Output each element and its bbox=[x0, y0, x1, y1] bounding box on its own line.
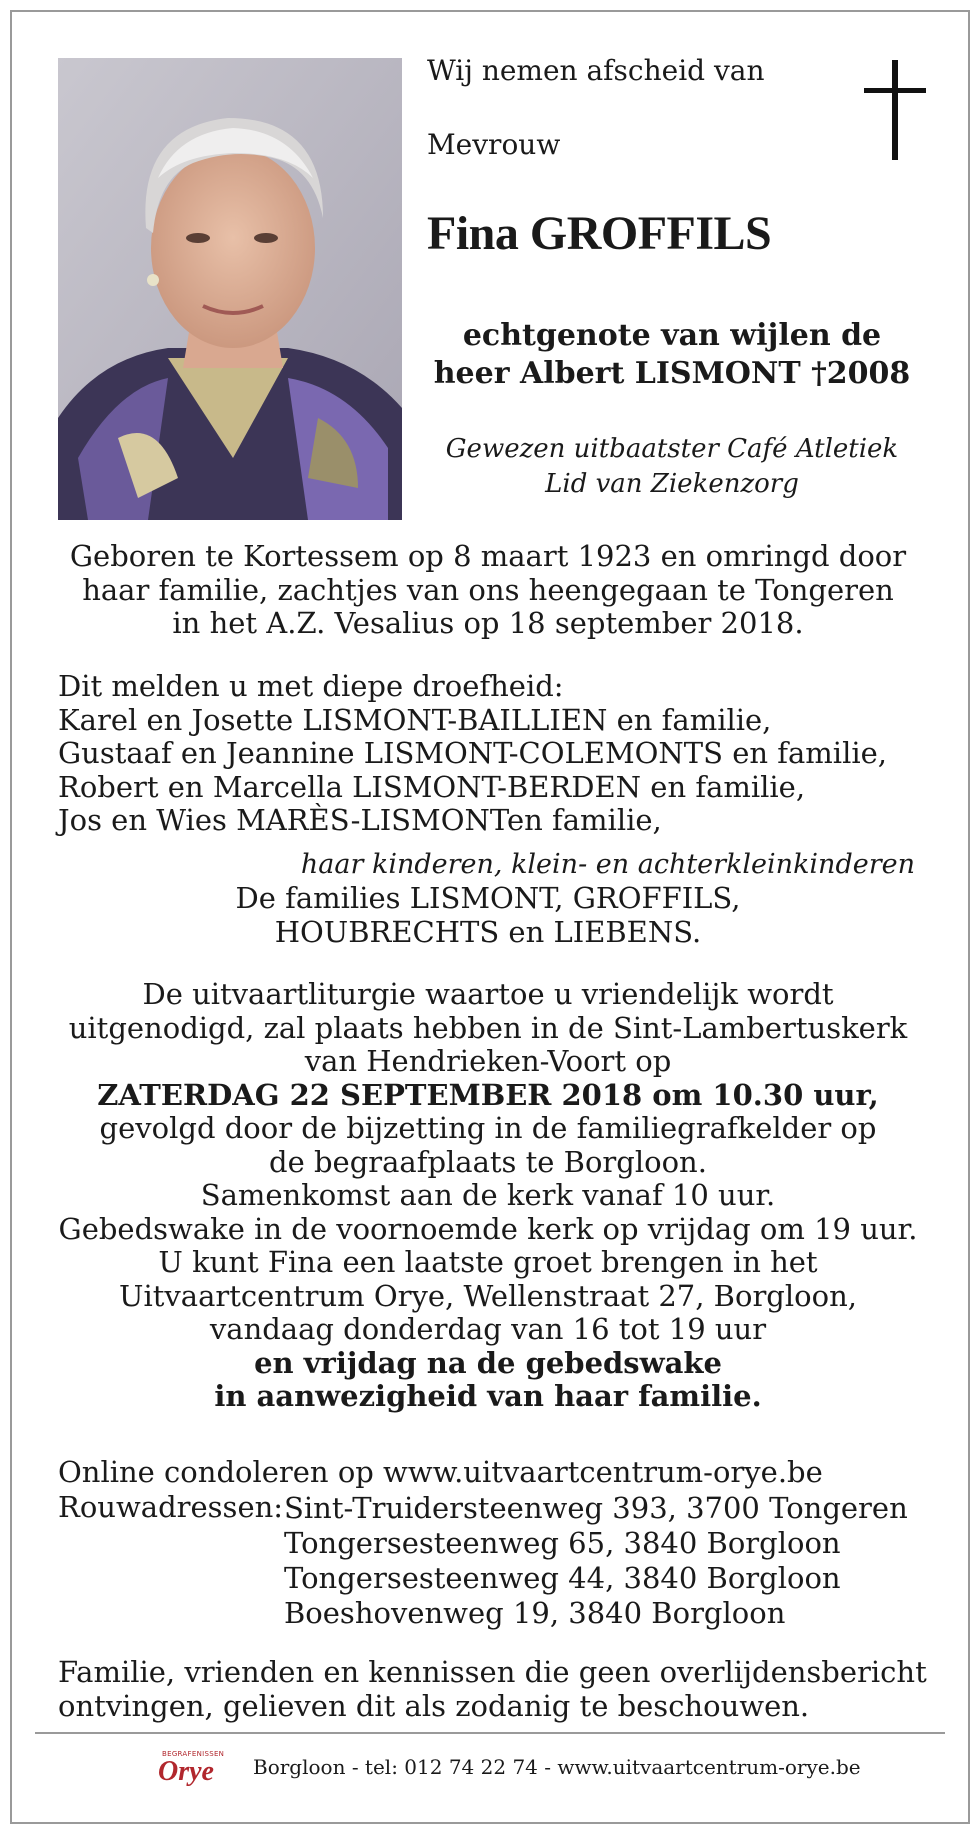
ceremony-paragraph bbox=[58, 978, 918, 1414]
address-list bbox=[284, 1491, 908, 1631]
mourners-intro: Dit melden u met diepe droefheid: bbox=[58, 669, 564, 703]
address-line: Boeshovenweg 19, 3840 Borgloon bbox=[284, 1596, 786, 1630]
ceremony-date: ZATERDAG 22 SEPTEMBER 2018 om 10.30 uur, bbox=[97, 1077, 879, 1112]
families-line: De families LISMONT, GROFFILS, bbox=[235, 881, 741, 915]
mourner-line: Jos en Wies MARÈS-LISMONTen familie, bbox=[58, 803, 662, 837]
salutation: Mevrouw bbox=[427, 128, 561, 161]
ceremony-line: Uitvaartcentrum Orye, Wellenstraat 27, Borgloon, bbox=[119, 1278, 857, 1313]
logo-small-text: BEGRAFENISSEN bbox=[162, 1750, 225, 1758]
ceremony-line: van Hendrieken-Voort op bbox=[304, 1044, 672, 1078]
footer-divider bbox=[35, 1732, 945, 1734]
ceremony-line: Samenkomst aan de kerk vanaf 10 uur. bbox=[200, 1178, 776, 1212]
deceased-name: Fina GROFFILS bbox=[427, 207, 772, 260]
occupation-line-1: Gewezen uitbaatster Café Atletiek bbox=[445, 434, 899, 464]
birth-paragraph bbox=[58, 540, 918, 641]
latin-cross-icon bbox=[860, 60, 930, 160]
families bbox=[58, 882, 918, 949]
mourners-list bbox=[58, 670, 887, 838]
ceremony-line: gevolgd door de bijzetting in de familiegrafkelder op bbox=[99, 1111, 877, 1145]
ceremony-bold-line: in aanwezigheid van haar familie. bbox=[214, 1379, 762, 1413]
orye-logo bbox=[152, 1750, 232, 1786]
spouse-line-2: heer Albert LISMONT †2008 bbox=[433, 356, 911, 391]
families-line: HOUBRECHTS en LIEBENS. bbox=[274, 914, 702, 949]
ceremony-line: de begraafplaats te Borgloon. bbox=[269, 1144, 707, 1179]
mourner-line: Gustaaf en Jeannine LISMONT-COLEMONTS en familie, bbox=[58, 736, 888, 770]
footer-contact: Borgloon - tel: 012 74 22 74 - www.uitvaartcentrum-orye.be bbox=[253, 1755, 861, 1779]
address-line: Sint-Truidersteenweg 393, 3700 Tongeren bbox=[284, 1491, 908, 1525]
mourner-line: Karel en Josette LISMONT-BAILLIEN en familie, bbox=[58, 702, 772, 737]
ceremony-line: vandaag donderdag van 16 tot 19 uur bbox=[209, 1312, 767, 1346]
logo-name: Orye bbox=[158, 1756, 214, 1787]
birth-line: in het A.Z. Vesalius op 18 september 2018. bbox=[172, 606, 804, 640]
ceremony-line: De uitvaartliturgie waartoe u vriendelijk wordt bbox=[142, 977, 834, 1011]
ceremony-line: Gebedswake in de voornoemde kerk op vrijdag om 19 uur. bbox=[58, 1211, 918, 1246]
intro-text: Wij nemen afscheid van bbox=[427, 54, 765, 87]
occupation-line-2: Lid van Ziekenzorg bbox=[545, 469, 799, 499]
spouse-line-1: echtgenote van wijlen de bbox=[462, 318, 882, 353]
mourner-line: Robert en Marcella LISMONT-BERDEN en familie, bbox=[58, 769, 806, 804]
closing-line: Familie, vrienden en kennissen die geen overlijdensbericht bbox=[58, 1655, 927, 1689]
ceremony-line: uitgenodigd, zal plaats hebben in de Sint-Lambertuskerk bbox=[68, 1010, 908, 1045]
address-line: Tongersesteenweg 44, 3840 Borgloon bbox=[284, 1561, 841, 1595]
online-condolence: Online condoleren op www.uitvaartcentrum-orye.be bbox=[58, 1455, 823, 1489]
birth-line: haar familie, zachtjes van ons heengegaan te Tongeren bbox=[82, 572, 894, 607]
ceremony-line: U kunt Fina een laatste groet brengen in het bbox=[158, 1245, 818, 1279]
closing-line: ontvingen, gelieven dit als zodanig te beschouwen. bbox=[58, 1688, 810, 1723]
birth-line: Geboren te Kortessem op 8 maart 1923 en omringd door bbox=[69, 539, 907, 573]
addresses-label: Rouwadressen: bbox=[58, 1490, 284, 1524]
ceremony-bold-line: en vrijdag na de gebedswake bbox=[254, 1345, 722, 1380]
portrait-photo bbox=[58, 58, 402, 520]
grandchildren-line: haar kinderen, klein- en achterkleinkinderen bbox=[300, 849, 915, 880]
closing-paragraph bbox=[58, 1656, 927, 1723]
address-line: Tongersesteenweg 65, 3840 Borgloon bbox=[284, 1526, 841, 1560]
